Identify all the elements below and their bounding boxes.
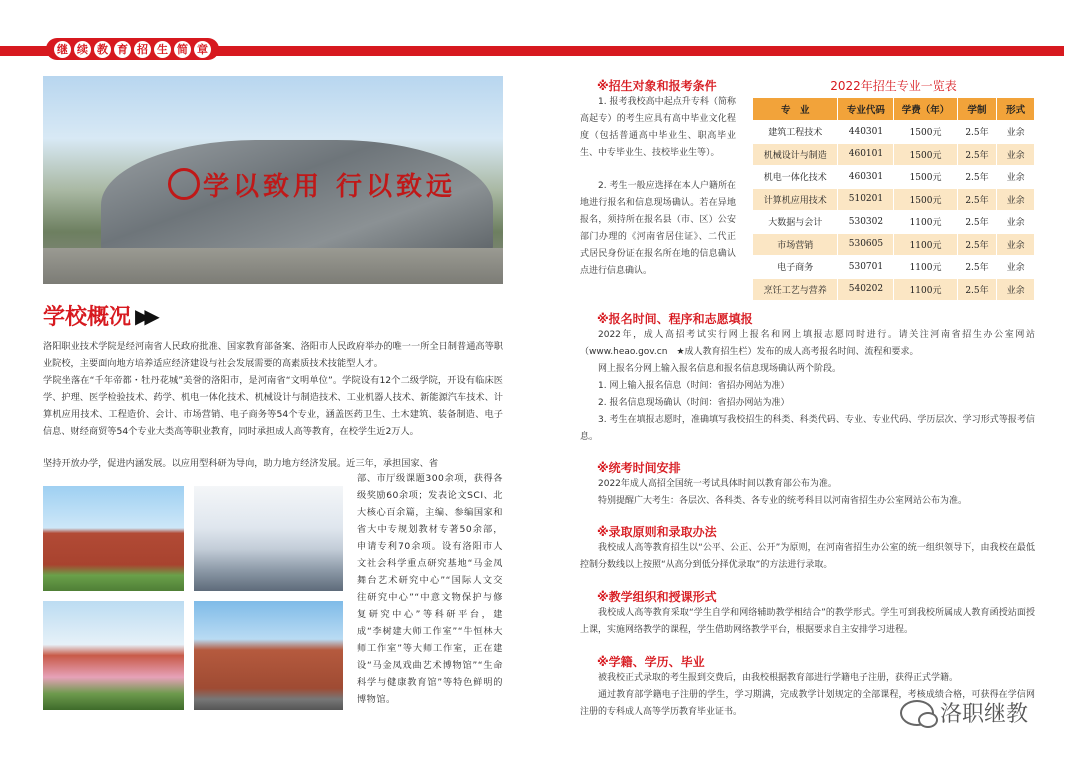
banner-char: 招 (134, 41, 151, 58)
banner-title (46, 38, 219, 60)
overview-paragraph-3: 坚持开放办学，促进内涵发展。以应用型科研为导向，助力地方经济发展。近三年，承担国家、省 (43, 458, 439, 469)
overview-paragraph-2: 学院坐落在“千年帝都・牡丹花城”美誉的洛阳市，是河南省“文明单位”。学院设有12个二级学院，开设有临床医学、护理、医学检验技术、药学、机电一体化技术、机械设计与制造技术、工业机器人技术、新能源汽车技术、计算机应用技术、工程造价、会计、市场营销、电子商务等54个专业，涵盖医药卫生、土木建筑、装备制造、电子信息、财经商贸等54个专业大类高等职业教育，同时承担成人高等教育，在校学生近2万人。 (43, 375, 503, 437)
table-cell: 2.5年 (957, 166, 997, 189)
table-cell: 业余 (997, 143, 1035, 166)
campus-building-photo (43, 486, 184, 591)
table-cell: 2.5年 (957, 278, 997, 301)
wechat-watermark (900, 697, 1028, 728)
exam-text-1: 2022年成人高招全国统一考试具体时间以教育部公布为准。 (598, 479, 837, 489)
rock-inscription: 学以致用 行以致远 (203, 172, 457, 202)
table-cell: 440301 (838, 121, 894, 144)
banner-char: 育 (114, 41, 131, 58)
register-heading: ※报名时间、程序和志愿填报 (597, 312, 753, 326)
double-arrow-icon: ▶▶ (135, 303, 154, 328)
table-cell: 2.5年 (957, 256, 997, 279)
overview-paragraph-4: 部、市厅级课题300余项，获得各级奖励60余项；发表论文SCI、北大核心百余篇，主编、参编国家和省大中专规划教材专著50余部，申请专利70余项。设有洛阳市人文社会科学重点研究基地“马金凤舞台艺术研究中心”“国际人文交往研究中心”“中意文物保护与修复研究中心”等科研平台，建成“李树建大师工作室”“牛恒林大师工作室”等大师工作室，正在建设“马金凤戏曲艺术博物馆”“生命科学与健康教育馆”等特色鲜明的博物馆。 (357, 473, 503, 705)
table-cell: 1100元 (894, 256, 957, 279)
table-cell: 2.5年 (957, 233, 997, 256)
table-cell: 机电一体化技术 (753, 166, 838, 189)
table-cell: 1500元 (894, 143, 957, 166)
table-row (753, 188, 1035, 211)
library-interior-photo (194, 486, 343, 591)
table-cell: 2.5年 (957, 121, 997, 144)
graduation-text-1: 被我校正式录取的考生报到交费后，由我校根据教育部进行学籍电子注册，获得正式学籍。 (598, 673, 959, 683)
column-header: 学费（年） (894, 98, 957, 121)
table-cell: 业余 (997, 278, 1035, 301)
table-cell: 1500元 (894, 121, 957, 144)
graduation-text-2: 通过教育部学籍电子注册的学生，学习期满，完成教学计划规定的全部课程，考核成绩合格，可获得在学信网注册的专科成人高等学历教育毕业证书。 (580, 690, 1035, 717)
table-cell: 1100元 (894, 233, 957, 256)
hero-photo (43, 76, 503, 284)
teaching-text-1: 我校成人高等教育采取“学生自学和网络辅助教学相结合”的教学形式。学生可到我校所属成人教育函授站面授上课，实施网络教学的课程，学生借助网络教学平台，根据要求自主安排学习进程。 (580, 608, 1035, 635)
school-emblem-icon (168, 168, 200, 200)
table-cell: 机械设计与制造 (753, 143, 838, 166)
register-text-4: 2. 报名信息现场确认（时间：省招办网站为准） (598, 398, 790, 408)
table-cell: 460101 (838, 143, 894, 166)
table-cell: 530605 (838, 233, 894, 256)
campus-flowers-photo (43, 601, 184, 710)
table-cell: 业余 (997, 166, 1035, 189)
table-cell: 业余 (997, 121, 1035, 144)
table-cell: 业余 (997, 211, 1035, 234)
table-cell: 市场营销 (753, 233, 838, 256)
table-row (753, 256, 1035, 279)
table-cell: 建筑工程技术 (753, 121, 838, 144)
admission-text-1: 1. 报考我校高中起点升专科（简称高起专）的考生应具有高中毕业文化程度（包括普通高中毕业生、职高毕业生、中专毕业生、技校毕业生等）。 (580, 97, 736, 158)
table-cell: 1100元 (894, 278, 957, 301)
header-banner (0, 44, 1080, 58)
table-cell: 460301 (838, 166, 894, 189)
register-text-3: 1. 网上输入报名信息（时间：省招办网站为准） (598, 381, 790, 391)
table-cell: 计算机应用技术 (753, 188, 838, 211)
banner-char: 简 (174, 41, 191, 58)
table-cell: 电子商务 (753, 256, 838, 279)
table-cell: 1500元 (894, 166, 957, 189)
column-header: 形式 (997, 98, 1035, 121)
banner-char: 续 (74, 41, 91, 58)
table-cell: 530302 (838, 211, 894, 234)
exam-heading: ※统考时间安排 (597, 461, 681, 475)
table-header-row (753, 98, 1035, 121)
table-cell: 1100元 (894, 211, 957, 234)
table-row (753, 278, 1035, 301)
campus-hall-photo (194, 601, 343, 710)
table-cell: 业余 (997, 233, 1035, 256)
table-cell: 2.5年 (957, 143, 997, 166)
register-text-2: 网上报名分网上输入报名信息和报名信息现场确认两个阶段。 (598, 364, 842, 374)
enroll-text-1: 我校成人高等教育招生以“公平、公正、公开”为原则，在河南省招生办公室的统一组织领导下，由我校在最低控制分数线以上按照“从高分到低分择优录取”的方法进行录取。 (580, 543, 1035, 570)
table-row (753, 211, 1035, 234)
table-cell: 2.5年 (957, 188, 997, 211)
table-cell: 业余 (997, 188, 1035, 211)
table-cell: 烹饪工艺与营养 (753, 278, 838, 301)
graduation-heading: ※学籍、学历、毕业 (597, 655, 705, 669)
table-row (753, 166, 1035, 189)
overview-paragraph-1: 洛阳职业技术学院是经河南省人民政府批准、国家教育部备案、洛阳市人民政府举办的唯一一所全日制普通高等职业院校，主要面向地方培养适应经济建设与社会发展需要的高素质技术技能型人才。 (43, 341, 503, 369)
teaching-heading: ※教学组织和授课形式 (597, 590, 717, 604)
table-row (753, 121, 1035, 144)
banner-char: 继 (54, 41, 71, 58)
table-cell: 业余 (997, 256, 1035, 279)
exam-text-2: 特别提醒广大考生：各层次、各科类、各专业的统考科目以河南省招生办公室网站公布为准。 (598, 496, 968, 506)
wechat-icon (900, 700, 934, 726)
banner-char: 生 (154, 41, 171, 58)
table-cell: 1500元 (894, 188, 957, 211)
table-cell: 540202 (838, 278, 894, 301)
column-header: 专业代码 (838, 98, 894, 121)
table-cell: 530701 (838, 256, 894, 279)
ground (43, 248, 503, 284)
table-cell: 大数据与会计 (753, 211, 838, 234)
school-overview-title (43, 300, 154, 331)
enroll-heading: ※录取原则和录取办法 (597, 525, 717, 539)
table-cell: 510201 (838, 188, 894, 211)
admission-heading: ※招生对象和报考条件 (597, 79, 717, 93)
column-header: 学制 (957, 98, 997, 121)
watermark-text: 洛职继教 (940, 702, 1029, 727)
school-overview-label: 学校概况 (43, 304, 132, 330)
table-row (753, 233, 1035, 256)
banner-char: 教 (94, 41, 111, 58)
majors-table-title: 2022年招生专业一览表 (830, 79, 957, 93)
column-header: 专 业 (753, 98, 838, 121)
register-text-1: 2022年，成人高招考试实行网上报名和网上填报志愿同时进行。请关注河南省招生办公室网站（www.heao.gov.cn ★成人教育招生栏）发布的成人高考报名时间、流程和要求。 (580, 330, 1035, 357)
majors-table (752, 97, 1035, 301)
table-row (753, 143, 1035, 166)
admission-text-2: 2. 考生一般应选择在本人户籍所在地进行报名和信息现场确认。若在异地报名，须持所在报名县（市、区）公安部门办理的《河南省居住证》、二代正式居民身份证在报名所在地的信息确认点进行信息确认。 (580, 181, 736, 276)
table-cell: 2.5年 (957, 211, 997, 234)
register-text-5: 3. 考生在填报志愿时，准确填写我校招生的科类、科类代码、专业、专业代码、学历层次、学习形式等报考信息。 (580, 415, 1035, 442)
banner-char: 章 (194, 41, 211, 58)
